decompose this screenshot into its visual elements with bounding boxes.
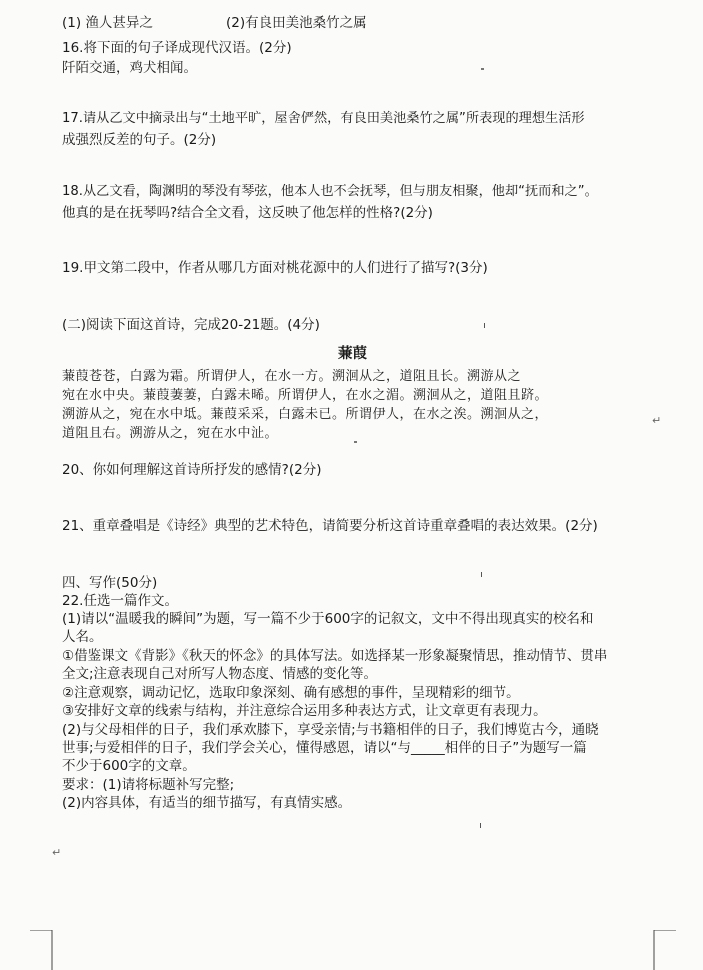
scan-speck	[481, 68, 484, 70]
q16-sentence: 阡陌交通，鸡犬相闻。	[62, 60, 197, 76]
option-2-prompt-end: 不少于600字的文章。	[62, 758, 196, 774]
writing-section-heading: 四、写作(50分)	[62, 575, 158, 591]
paragraph-return-icon: ↵	[52, 846, 62, 859]
q15-item-2: (2)有良田美池桑竹之属	[226, 15, 367, 31]
option-1-tip-2: ②注意观察，调动记忆，选取印象深刻、确有感想的事件，呈现精彩的细节。	[62, 685, 520, 701]
option-2-prompt-cont: 世事;与爱相伴的日子，我们学会关心，懂得感恩，请以“与_____相伴的日子”为题写一篇	[62, 740, 587, 756]
q18-question-line1: 18.从乙文看，陶渊明的琴没有琴弦，他本人也不会抚琴，但与朋友相聚，他却“抚而和之”。	[62, 184, 598, 199]
option-1-prompt: (1)请以“温暖我的瞬间”为题，写一篇不少于600字的记叙文，文中不得出现真实的校名和	[62, 611, 594, 627]
requirements-1: 要求：(1)请将标题补写完整;	[62, 777, 235, 793]
q21-question: 21、重章叠唱是《诗经》典型的艺术特色，请简要分析这首诗重章叠唱的表达效果。(2分)	[62, 518, 598, 534]
corner-crop-mark-right	[652, 930, 676, 970]
poem-line: 道阻且右。溯游从之，宛在水中沚。	[62, 426, 279, 441]
q20-question: 20、你如何理解这首诗所抒发的感情?(2分)	[62, 462, 322, 478]
q15-item-1: (1) 渔人甚异之	[62, 15, 153, 31]
option-1-tip-1: ①借鉴课文《背影》《秋天的怀念》的具体写法。如选择某一形象凝聚情思，推动情节、贯串	[62, 648, 608, 664]
q16-question: 16.将下面的句子译成现代汉语。(2分)	[62, 40, 292, 56]
requirements-2: (2)内容具体，有适当的细节描写，有真情实感。	[62, 795, 352, 811]
poem-line: 宛在水中央。蒹葭萋萋，白露未晞。所谓伊人，在水之湄。溯洄从之，道阻且跻。	[62, 388, 549, 403]
paragraph-return-icon: ↵	[652, 414, 662, 427]
poem-line: 蒹葭苍苍，白露为霜。所谓伊人，在水一方。溯洄从之，道阻且长。溯游从之	[62, 369, 522, 384]
poem-line: 溯游从之，宛在水中坻。蒹葭采采，白露未已。所谓伊人，在水之涘。溯洄从之，	[62, 407, 549, 422]
q22-instruction: 22.任选一篇作文。	[62, 593, 178, 609]
q17-question-line1: 17.请从乙文中摘录出与“土地平旷，屋舍俨然，有良田美池桑竹之属”所表现的理想生活形	[62, 111, 585, 126]
scan-speck	[481, 572, 482, 577]
corner-crop-mark-left	[30, 930, 54, 970]
poem-title: 蒹葭	[338, 346, 367, 362]
scan-speck	[484, 323, 485, 328]
scan-speck	[480, 823, 481, 828]
option-1-tip-3: ③安排好文章的线索与结构，并注意综合运用多种表达方式，让文章更有表现力。	[62, 703, 547, 719]
section-2-heading: (二)阅读下面这首诗，完成20-21题。(4分)	[62, 317, 320, 333]
scan-speck	[354, 441, 357, 443]
option-1-prompt-cont: 人名。	[62, 629, 103, 645]
option-1-tip-1-cont: 全文;注意表现自己对所写人物态度、情感的变化等。	[62, 666, 378, 682]
q19-question: 19.甲文第二段中，作者从哪几方面对桃花源中的人们进行了描写?(3分)	[62, 260, 488, 276]
option-2-prompt: (2)与父母相伴的日子，我们承欢膝下，享受亲情;与书籍相伴的日子，我们博览古今，通晓	[62, 722, 599, 738]
q18-question-line2: 他真的是在抚琴吗?结合全文看，这反映了他怎样的性格?(2分)	[62, 205, 433, 221]
q17-question-line2: 成强烈反差的句子。(2分)	[62, 132, 217, 148]
